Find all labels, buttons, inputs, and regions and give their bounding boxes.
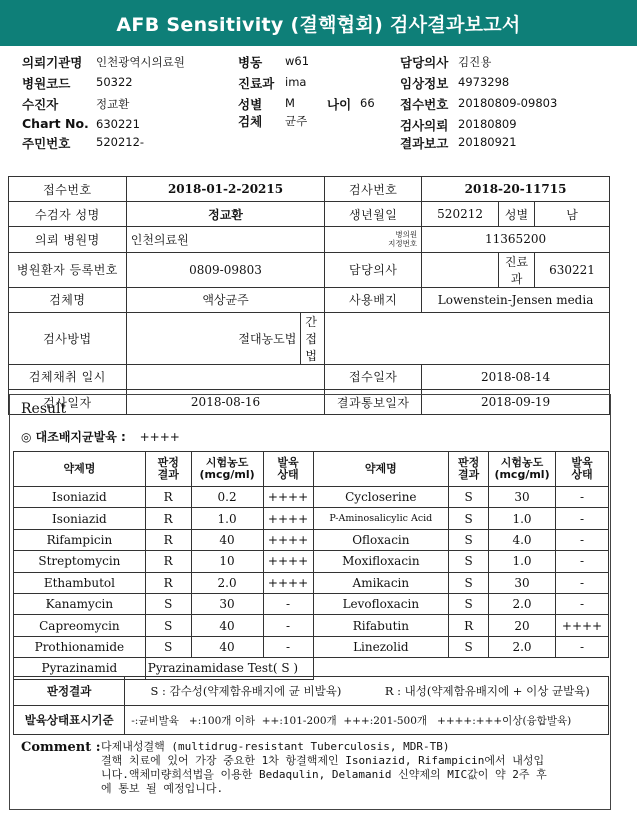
header-label: 의뢰기관명 — [22, 55, 83, 70]
growth-status: - — [263, 615, 313, 636]
test-concentration: 30 — [191, 593, 263, 614]
form-label: 병원환자 등록번호 — [9, 252, 127, 287]
header-value: ima — [285, 75, 307, 89]
registration-number: 0809-09803 — [126, 252, 325, 287]
report-title: AFB Sensitivity (결핵협회) 검사결과보고서 — [0, 0, 637, 46]
drug-name: Isoniazid — [14, 508, 146, 529]
comment-line: 에 통보 될 예정입니다. — [101, 782, 224, 795]
request-form-table — [8, 176, 610, 415]
header-label: 수진자 — [22, 97, 59, 112]
form-label: 검사일자 — [9, 389, 127, 414]
form-label: 검체채취 일시 — [9, 364, 127, 389]
comment-line: 니다.액체미량희석법을 이용한 Bedaqulin, Delamanid 신약제의 MIC값이 약 2주 후 — [101, 768, 547, 781]
judge-result: S — [449, 572, 489, 593]
form-label: 검사번호 — [325, 177, 422, 202]
header-label: 병동 — [238, 55, 263, 70]
header-value: 20180809 — [458, 117, 517, 131]
header-value: 김진용 — [458, 55, 492, 69]
judge-result: S — [449, 529, 489, 550]
drug-name: Levofloxacin — [313, 593, 449, 614]
judge-result: S — [145, 615, 191, 636]
doctor-value — [422, 252, 499, 287]
form-label: 성별 — [499, 202, 535, 227]
growth-status: - — [556, 551, 609, 572]
result-title: Result — [21, 401, 67, 417]
form-label: 사용배지 — [325, 287, 422, 312]
comment-text — [101, 740, 613, 796]
judge-result: S — [145, 593, 191, 614]
header-value: w61 — [285, 54, 310, 68]
header-label: 성별 — [238, 97, 263, 112]
header-value: M — [285, 96, 295, 110]
form-label: 검사방법 — [9, 312, 127, 364]
table-row — [14, 615, 609, 636]
judge-result: R — [145, 487, 191, 508]
drug-name: Ethambutol — [14, 572, 146, 593]
growth-status: - — [556, 508, 609, 529]
form-label: 접수번호 — [9, 177, 127, 202]
control-growth-label: ◎ 대조배지균발육 : — [21, 430, 126, 444]
collection-datetime — [126, 364, 325, 389]
hospital-name: 인천의료원 — [126, 227, 325, 252]
test-concentration: 4.0 — [489, 529, 556, 550]
drug-name: Moxifloxacin — [313, 551, 449, 572]
test-concentration: 20 — [489, 615, 556, 636]
form-label: 수검자 성명 — [9, 202, 127, 227]
growth-status: - — [556, 593, 609, 614]
test-number: 2018-20-11715 — [422, 177, 610, 202]
test-date: 2018-08-16 — [126, 389, 325, 414]
test-concentration: 10 — [191, 551, 263, 572]
form-label: 접수일자 — [325, 364, 422, 389]
header-value: 정교환 — [96, 97, 130, 111]
growth-status: ++++ — [263, 529, 313, 550]
header-label: 검사의뢰 — [400, 118, 449, 133]
drug-name: Ofloxacin — [313, 529, 449, 550]
col-header-growth: 발육 상태 — [263, 452, 313, 487]
growth-status: - — [556, 572, 609, 593]
test-concentration: 40 — [191, 615, 263, 636]
col-header-conc: 시험농도 (mcg/ml) — [489, 452, 556, 487]
test-concentration: 30 — [489, 572, 556, 593]
growth-status: ++++ — [263, 551, 313, 572]
table-row — [14, 487, 609, 508]
drug-name: Amikacin — [313, 572, 449, 593]
test-concentration: 0.2 — [191, 487, 263, 508]
col-header-judge: 판정 결과 — [145, 452, 191, 487]
header-label: 임상정보 — [400, 76, 449, 91]
header-value: 인천광역시의료원 — [96, 55, 185, 69]
col-header-drug: 약제명 — [14, 452, 146, 487]
header-value: 균주 — [285, 114, 308, 128]
growth-legend-label: 발육상태표시기준 — [14, 706, 125, 735]
growth-status: - — [556, 487, 609, 508]
birth-date: 520212 — [422, 202, 499, 227]
drug-name: Prothionamide — [14, 636, 146, 657]
receipt-date: 2018-08-14 — [422, 364, 610, 389]
drug-name: Linezolid — [313, 636, 449, 657]
drug-name: Streptomycin — [14, 551, 146, 572]
col-header-drug: 약제명 — [313, 452, 449, 487]
sex-value: 남 — [535, 202, 610, 227]
judge-result: R — [449, 615, 489, 636]
drug-name: Isoniazid — [14, 487, 146, 508]
growth-legend-text: -:균비발육 +:100개 이하 ++:101-200개 +++:201-500개 ++++:+++이상(융합발육) — [125, 706, 609, 735]
header-value: 50322 — [96, 75, 133, 89]
test-concentration: 1.0 — [489, 551, 556, 572]
age-value: 66 — [360, 96, 375, 110]
header-label: 주민번호 — [22, 136, 71, 151]
test-concentration: 2.0 — [489, 636, 556, 657]
judge-result: S — [449, 508, 489, 529]
growth-status: - — [556, 636, 609, 657]
judge-result: S — [449, 551, 489, 572]
judge-legend-label: 판정결과 — [14, 677, 125, 706]
form-label: 의뢰 병원명 — [9, 227, 127, 252]
form-label: 결과통보일자 — [325, 389, 422, 414]
drug-name: Cycloserine — [313, 487, 449, 508]
table-row — [14, 593, 609, 614]
growth-status: - — [556, 529, 609, 550]
table-row — [14, 551, 609, 572]
header-label: 검체 — [238, 114, 263, 129]
header-value: 630221 — [96, 117, 140, 131]
judge-result: S — [449, 636, 489, 657]
header-value: 20180809-09803 — [458, 96, 558, 110]
form-label: 진료과 — [499, 252, 535, 287]
test-concentration: 2.0 — [191, 572, 263, 593]
form-label: 검체명 — [9, 287, 127, 312]
header-info — [0, 50, 637, 160]
col-header-judge: 판정 결과 — [449, 452, 489, 487]
table-row — [14, 529, 609, 550]
patient-name: 정교환 — [126, 202, 325, 227]
growth-status: - — [263, 593, 313, 614]
judge-result: S — [449, 487, 489, 508]
test-concentration: 1.0 — [489, 508, 556, 529]
judge-legend-s: S : 감수성(약제함유배지에 균 비발육) — [125, 677, 367, 706]
col-header-growth: 발육 상태 — [556, 452, 609, 487]
header-label: 결과보고 — [400, 136, 449, 151]
form-label: 병의원 지정번호 — [325, 227, 422, 252]
test-concentration: 40 — [191, 636, 263, 657]
growth-status: ++++ — [263, 487, 313, 508]
header-label: 담당의사 — [400, 55, 449, 70]
department-value: 630221 — [535, 252, 610, 287]
judge-result: R — [145, 508, 191, 529]
test-method-2: 간접법 — [301, 312, 325, 364]
growth-status: ++++ — [556, 615, 609, 636]
judge-legend-r: R : 내성(약제함유배지에 + 이상 균발육) — [367, 677, 609, 706]
test-concentration: 40 — [191, 529, 263, 550]
report-date: 2018-09-19 — [422, 389, 610, 414]
test-method: 절대농도법 — [126, 312, 301, 364]
drug-name: Kanamycin — [14, 593, 146, 614]
specimen-name: 액상균주 — [126, 287, 325, 312]
culture-medium: Lowenstein-Jensen media — [422, 287, 610, 312]
form-label: 담당의사 — [325, 252, 422, 287]
test-concentration: 1.0 — [191, 508, 263, 529]
drug-sensitivity-table — [13, 451, 609, 680]
judge-result: S — [145, 636, 191, 657]
drug-name: Rifampicin — [14, 529, 146, 550]
drug-name: Pyrazinamid — [14, 658, 146, 679]
form-label: 생년월일 — [325, 202, 422, 227]
table-row — [14, 636, 609, 657]
designated-number: 11365200 — [422, 227, 610, 252]
header-label: Chart No. — [22, 116, 89, 131]
judge-result: R — [145, 551, 191, 572]
growth-status: ++++ — [263, 508, 313, 529]
comment-label: Comment : — [21, 740, 101, 755]
test-concentration: 2.0 — [489, 593, 556, 614]
control-growth — [21, 428, 180, 445]
control-growth-value: ++++ — [139, 430, 180, 444]
judge-result: R — [145, 529, 191, 550]
header-value: 4973298 — [458, 75, 510, 89]
drug-name: P-Aminosalicylic Acid — [313, 508, 449, 529]
drug-name: Rifabutin — [313, 615, 449, 636]
header-label: 진료과 — [238, 76, 275, 91]
header-value: 520212- — [96, 135, 145, 149]
age-label: 나이 — [327, 97, 352, 112]
comment-line: 결핵 치료에 있어 가장 중요한 1차 항결핵제인 Isoniazid, Rifampicin에서 내성입 — [101, 754, 545, 767]
col-header-conc: 시험농도 (mcg/ml) — [191, 452, 263, 487]
growth-status: - — [263, 636, 313, 657]
judge-result: R — [145, 572, 191, 593]
pyrazinamidase-test: Pyrazinamidase Test( S ) — [145, 658, 313, 679]
receipt-number: 2018-01-2-20215 — [126, 177, 325, 202]
header-value: 20180921 — [458, 135, 517, 149]
table-row — [14, 572, 609, 593]
table-row — [14, 508, 609, 529]
legend-table — [13, 676, 609, 735]
comment-line: 다제내성결핵 (multidrug-resistant Tuberculosis, MDR-TB) — [101, 740, 450, 753]
growth-status: ++++ — [263, 572, 313, 593]
drug-name: Capreomycin — [14, 615, 146, 636]
header-label: 접수번호 — [400, 97, 449, 112]
empty-cell — [325, 312, 610, 364]
header-label: 병원코드 — [22, 76, 71, 91]
judge-result: S — [449, 593, 489, 614]
test-concentration: 30 — [489, 487, 556, 508]
